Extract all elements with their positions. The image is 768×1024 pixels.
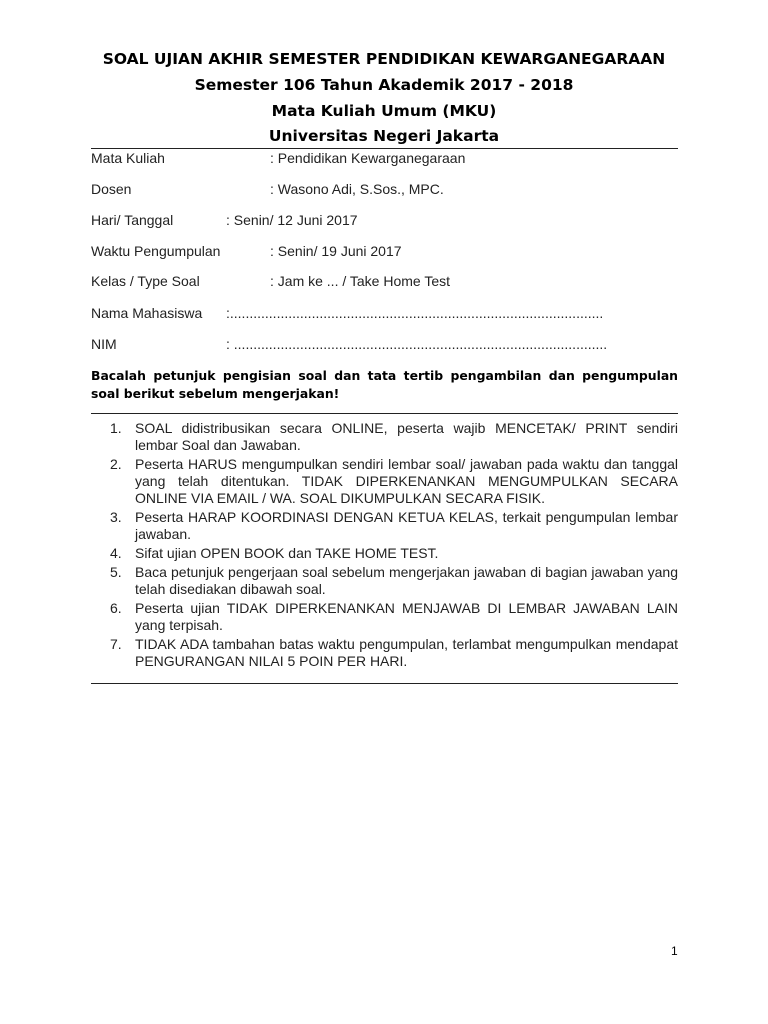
rule-text: Baca petunjuk pengerjaan soal sebelum mengerjakan jawaban di bagian jawaban yang telah disediakan dibawah soal. xyxy=(135,564,678,597)
rule-text: Peserta HARUS mengumpulkan sendiri lembar soal/ jawaban pada waktu dan tanggal yang telah ditentukan. TIDAK DIPERKENANKAN MENGUMPULKAN SECARA ONLINE VIA EMAIL / WA. SOAL DIKUMPULKAN SECARA FISIK. xyxy=(135,456,678,506)
rule-number: 7. xyxy=(110,636,122,652)
field-value: : ................................................................................................ xyxy=(226,336,608,352)
rule-item xyxy=(91,456,678,507)
field-label: Waktu Pengumpulan xyxy=(91,243,221,259)
rule-item xyxy=(91,420,678,454)
field-value: : Senin/ 19 Juni 2017 xyxy=(270,243,402,259)
field-value: : Pendidikan Kewarganegaraan xyxy=(270,150,466,166)
rule-text: TIDAK ADA tambahan batas waktu pengumpulan, terlambat mengumpulkan mendapat PENGURANGAN NILAI 5 POIN PER HARI. xyxy=(135,636,678,669)
rule-item xyxy=(91,509,678,543)
field-value: : Senin/ 12 Juni 2017 xyxy=(226,212,358,228)
semester-line: Semester 106 Tahun Akademik 2017 - 2018 xyxy=(194,76,574,94)
rule-number: 1. xyxy=(110,420,122,436)
field-value: :................................................................................................ xyxy=(226,305,604,321)
rule-number: 6. xyxy=(110,600,122,616)
field-label: Mata Kuliah xyxy=(91,150,165,166)
instruction-text: Bacalah petunjuk pengisian soal dan tata tertib pengambilan dan pengumpulan soal berikut sebelum mengerjakan! xyxy=(91,368,678,401)
field-label: Nama Mahasiswa xyxy=(91,305,203,321)
field-row-nim xyxy=(91,336,608,352)
field-row-course xyxy=(91,150,466,166)
field-label: NIM xyxy=(91,336,117,352)
rules-list xyxy=(91,420,678,672)
rule-item xyxy=(91,636,678,670)
rule-number: 2. xyxy=(110,456,122,472)
field-label: Kelas / Type Soal xyxy=(91,273,200,289)
rule-number: 5. xyxy=(110,564,122,580)
rule-number: 3. xyxy=(110,509,122,525)
rules-top-divider xyxy=(91,413,678,414)
rule-text: Sifat ujian OPEN BOOK dan TAKE HOME TEST. xyxy=(135,545,439,561)
exam-title: SOAL UJIAN AKHIR SEMESTER PENDIDIKAN KEWARGANEGARAAN xyxy=(102,50,666,68)
field-value: : Jam ke ... / Take Home Test xyxy=(270,273,450,289)
field-row-submission-time xyxy=(91,243,402,259)
field-row-lecturer xyxy=(91,181,444,197)
rule-number: 4. xyxy=(110,545,122,561)
header-divider xyxy=(91,148,678,149)
course-category: Mata Kuliah Umum (MKU) xyxy=(271,102,497,120)
rule-item xyxy=(91,545,678,562)
rules-bottom-divider xyxy=(91,683,678,684)
rule-item xyxy=(91,600,678,634)
page-number: 1 xyxy=(671,944,678,958)
university-name: Universitas Negeri Jakarta xyxy=(268,127,500,145)
rule-text: SOAL didistribusikan secara ONLINE, peserta wajib MENCETAK/ PRINT sendiri lembar Soal dan Jawaban. xyxy=(135,420,678,453)
field-row-class-type xyxy=(91,273,450,289)
rule-text: Peserta HARAP KOORDINASI DENGAN KETUA KELAS, terkait pengumpulan lembar jawaban. xyxy=(135,509,678,542)
field-row-date xyxy=(91,212,358,228)
rule-item xyxy=(91,564,678,598)
field-label: Hari/ Tanggal xyxy=(91,212,174,228)
field-row-student-name xyxy=(91,305,604,321)
rule-text: Peserta ujian TIDAK DIPERKENANKAN MENJAWAB DI LEMBAR JAWABAN LAIN yang terpisah. xyxy=(135,600,678,633)
field-value: : Wasono Adi, S.Sos., MPC. xyxy=(270,181,444,197)
field-label: Dosen xyxy=(91,181,132,197)
